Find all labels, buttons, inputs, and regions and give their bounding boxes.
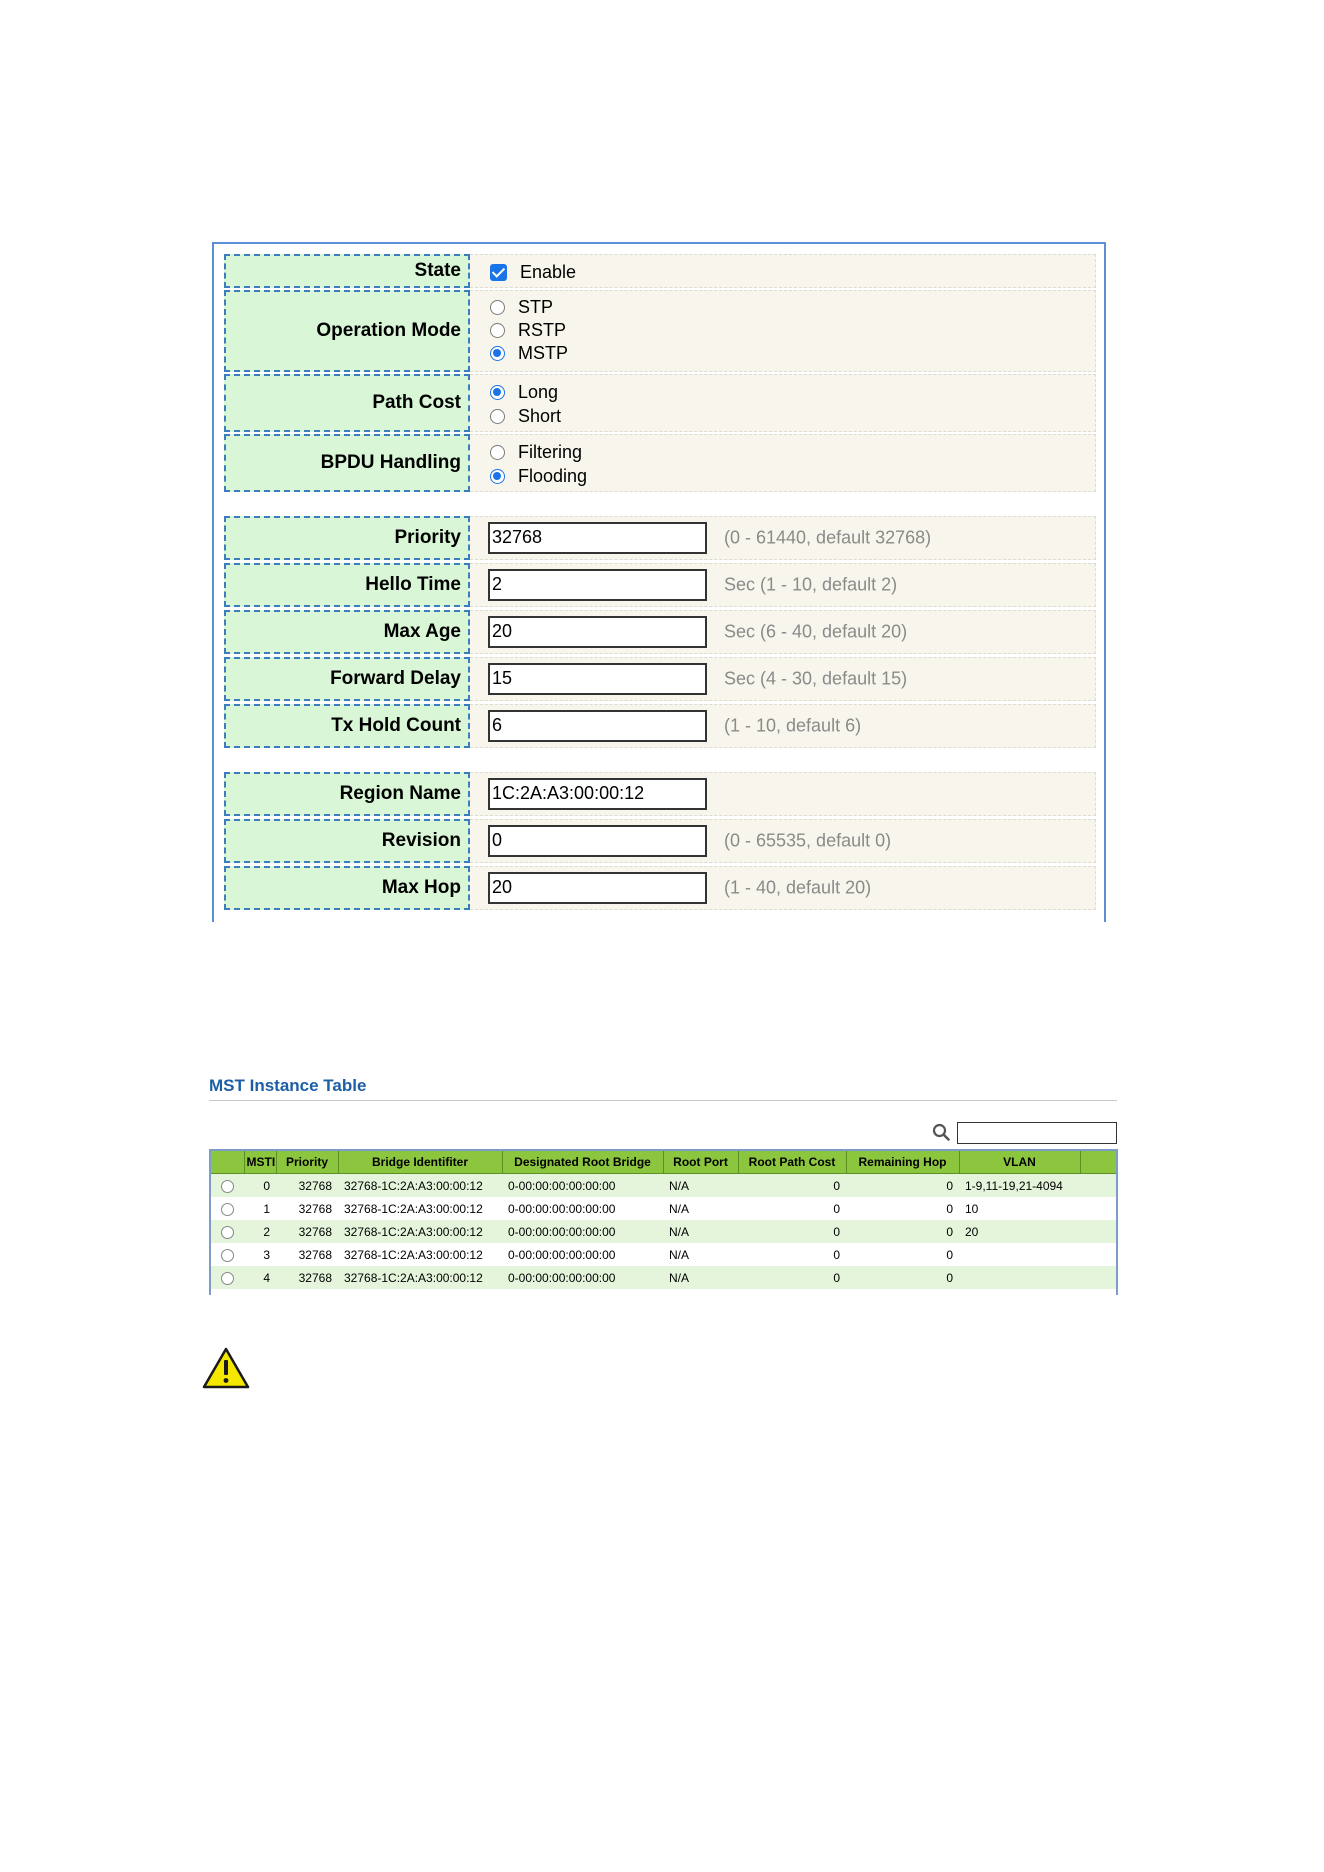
vlan-cell: 10 [959,1197,1080,1220]
root-path-cost-cell: 0 [738,1197,846,1220]
root-port-cell: N/A [663,1243,738,1266]
forward-delay-value [470,657,1096,701]
bpdu-flooding-label: Flooding [518,465,588,486]
bpdu-filtering-label: Filtering [518,441,583,462]
forward-delay-label: Forward Delay [224,657,470,701]
max-age-row [224,610,1096,654]
root-path-cost-cell: 0 [738,1266,846,1289]
root-path-cost-cell: 0 [738,1220,846,1243]
col-filler-header [1080,1151,1116,1174]
root-path-cost-cell: 0 [738,1243,846,1266]
hello-time-label: Hello Time [224,563,470,607]
col-root-path-cost-header[interactable]: Root Path Cost [738,1151,846,1174]
path-cost-short-radio[interactable] [490,409,505,424]
priority-cell: 32768 [276,1197,338,1220]
path-cost-short-label: Short [518,405,562,426]
msti-cell: 0 [244,1174,276,1198]
row-select-radio[interactable] [221,1180,234,1193]
priority-value [470,516,1096,560]
tx-hold-count-row [224,704,1096,748]
table-header-row [211,1151,1116,1174]
search-input[interactable] [957,1122,1117,1144]
col-select-header [211,1151,244,1174]
bpdu-flooding-radio[interactable] [490,469,505,484]
forward-delay-input[interactable]: 15 [488,663,707,695]
region-name-label: Region Name [224,772,470,816]
designated-root-bridge-cell: 0-00:00:00:00:00:00 [502,1174,663,1198]
mode-stp-option[interactable] [490,296,553,318]
mode-mstp-option[interactable] [490,342,568,364]
state-enable-option[interactable] [490,261,576,283]
max-hop-row [224,866,1096,910]
col-remaining-hop-header[interactable]: Remaining Hop [846,1151,959,1174]
mode-stp-label: STP [518,296,554,317]
msti-cell: 3 [244,1243,276,1266]
max-age-input[interactable]: 20 [488,616,707,648]
max-age-hint: Sec (6 - 40, default 20) [724,621,908,642]
col-bridge-identifier-header[interactable]: Bridge Identifiter [338,1151,502,1174]
filler-cell [1080,1243,1116,1266]
bridge-identifier-cell: 32768-1C:2A:A3:00:00:12 [338,1197,502,1220]
path-cost-row [224,374,1096,432]
path-cost-long-radio[interactable] [490,385,505,400]
col-vlan-header[interactable]: VLAN [959,1151,1080,1174]
remaining-hop-cell: 0 [846,1174,959,1198]
revision-value [470,819,1096,863]
col-designated-root-bridge-header[interactable]: Designated Root Bridge [502,1151,663,1174]
max-age-value [470,610,1096,654]
max-hop-label: Max Hop [224,866,470,910]
hello-time-row [224,563,1096,607]
forward-delay-hint: Sec (4 - 30, default 15) [724,668,908,689]
priority-cell: 32768 [276,1266,338,1289]
enable-label: Enable [520,261,577,282]
bridge-identifier-cell: 32768-1C:2A:A3:00:00:12 [338,1266,502,1289]
operation-mode-value [470,290,1096,372]
col-msti-header[interactable]: MSTI [244,1151,276,1174]
mst-table-title: MST Instance Table [209,1076,367,1095]
filler-cell [1080,1174,1116,1198]
state-value [470,254,1096,288]
remaining-hop-cell: 0 [846,1243,959,1266]
mode-rstp-option[interactable] [490,319,566,341]
max-hop-value [470,866,1096,910]
bpdu-handling-row [224,434,1096,492]
region-name-value [470,772,1096,816]
row-select-radio[interactable] [221,1203,234,1216]
max-hop-input[interactable]: 20 [488,872,707,904]
max-age-label: Max Age [224,610,470,654]
table-row[interactable] [211,1220,1116,1243]
tx-hold-count-label: Tx Hold Count [224,704,470,748]
row-select-radio[interactable] [221,1272,234,1285]
root-port-cell: N/A [663,1266,738,1289]
path-cost-short-option[interactable] [490,405,561,427]
priority-row [224,516,1096,560]
revision-label: Revision [224,819,470,863]
designated-root-bridge-cell: 0-00:00:00:00:00:00 [502,1220,663,1243]
bpdu-filtering-radio[interactable] [490,445,505,460]
revision-hint: (0 - 65535, default 0) [724,830,892,851]
row-select-cell[interactable] [211,1220,244,1243]
bpdu-flooding-option[interactable] [490,465,587,487]
vlan-cell [959,1266,1080,1289]
mode-rstp-radio[interactable] [490,323,505,338]
table-row[interactable] [211,1243,1116,1266]
table-row[interactable] [211,1266,1116,1289]
vlan-cell: 1-9,11-19,21-4094 [959,1174,1080,1198]
root-port-cell: N/A [663,1220,738,1243]
operation-mode-label: Operation Mode [224,290,470,372]
remaining-hop-cell: 0 [846,1197,959,1220]
row-select-radio[interactable] [221,1249,234,1262]
priority-input[interactable]: 32768 [488,522,707,554]
filler-cell [1080,1220,1116,1243]
bpdu-handling-value [470,434,1096,492]
row-select-cell[interactable] [211,1174,244,1198]
path-cost-value [470,374,1096,432]
hello-time-value [470,563,1096,607]
mode-mstp-radio[interactable] [490,346,505,361]
revision-row [224,819,1096,863]
hello-time-hint: Sec (1 - 10, default 2) [724,574,898,595]
tx-hold-count-value [470,704,1096,748]
remaining-hop-cell: 0 [846,1266,959,1289]
path-cost-label: Path Cost [224,374,470,432]
bpdu-filtering-option[interactable] [490,441,582,463]
forward-delay-row [224,657,1096,701]
root-path-cost-cell: 0 [738,1174,846,1198]
tx-hold-count-input[interactable]: 6 [488,710,707,742]
warning-icon [202,1347,250,1389]
hello-time-input[interactable]: 2 [488,569,707,601]
priority-hint: (0 - 61440, default 32768) [724,527,932,548]
bridge-identifier-cell: 32768-1C:2A:A3:00:00:12 [338,1220,502,1243]
col-root-port-header[interactable]: Root Port [663,1151,738,1174]
tx-hold-count-hint: (1 - 10, default 6) [724,715,862,736]
mst-title-divider [209,1100,1117,1101]
region-name-row [224,772,1096,816]
path-cost-long-label: Long [518,381,559,402]
col-priority-header[interactable]: Priority [276,1151,338,1174]
msti-cell: 2 [244,1220,276,1243]
vlan-cell [959,1243,1080,1266]
max-hop-hint: (1 - 40, default 20) [724,877,872,898]
state-row [224,254,1096,288]
row-select-cell[interactable] [211,1197,244,1220]
msti-cell: 1 [244,1197,276,1220]
stp-settings-panel [212,242,1106,922]
designated-root-bridge-cell: 0-00:00:00:00:00:00 [502,1197,663,1220]
vlan-cell: 20 [959,1220,1080,1243]
row-select-cell[interactable] [211,1266,244,1289]
bridge-identifier-cell: 32768-1C:2A:A3:00:00:12 [338,1174,502,1198]
remaining-hop-cell: 0 [846,1220,959,1243]
mode-stp-radio[interactable] [490,300,505,315]
designated-root-bridge-cell: 0-00:00:00:00:00:00 [502,1243,663,1266]
row-select-cell[interactable] [211,1243,244,1266]
bpdu-handling-label: BPDU Handling [224,434,470,492]
enable-checkbox[interactable] [490,264,507,281]
priority-cell: 32768 [276,1243,338,1266]
filler-cell [1080,1197,1116,1220]
bridge-identifier-cell: 32768-1C:2A:A3:00:00:12 [338,1243,502,1266]
state-label: State [224,254,470,288]
designated-root-bridge-cell: 0-00:00:00:00:00:00 [502,1266,663,1289]
mode-rstp-label: RSTP [518,319,567,340]
msti-cell: 4 [244,1266,276,1289]
region-name-input[interactable]: 1C:2A:A3:00:00:12 [488,778,707,810]
filler-cell [1080,1266,1116,1289]
table-row[interactable] [211,1197,1116,1220]
row-select-radio[interactable] [221,1226,234,1239]
table-row[interactable] [211,1174,1116,1198]
priority-cell: 32768 [276,1220,338,1243]
root-port-cell: N/A [663,1197,738,1220]
search-icon[interactable] [932,1123,950,1141]
path-cost-long-option[interactable] [490,381,558,403]
mst-instance-table [209,1149,1118,1295]
revision-input[interactable]: 0 [488,825,707,857]
mode-mstp-label: MSTP [518,342,569,363]
priority-label: Priority [224,516,470,560]
priority-cell: 32768 [276,1174,338,1198]
root-port-cell: N/A [663,1174,738,1198]
operation-mode-row [224,290,1096,372]
